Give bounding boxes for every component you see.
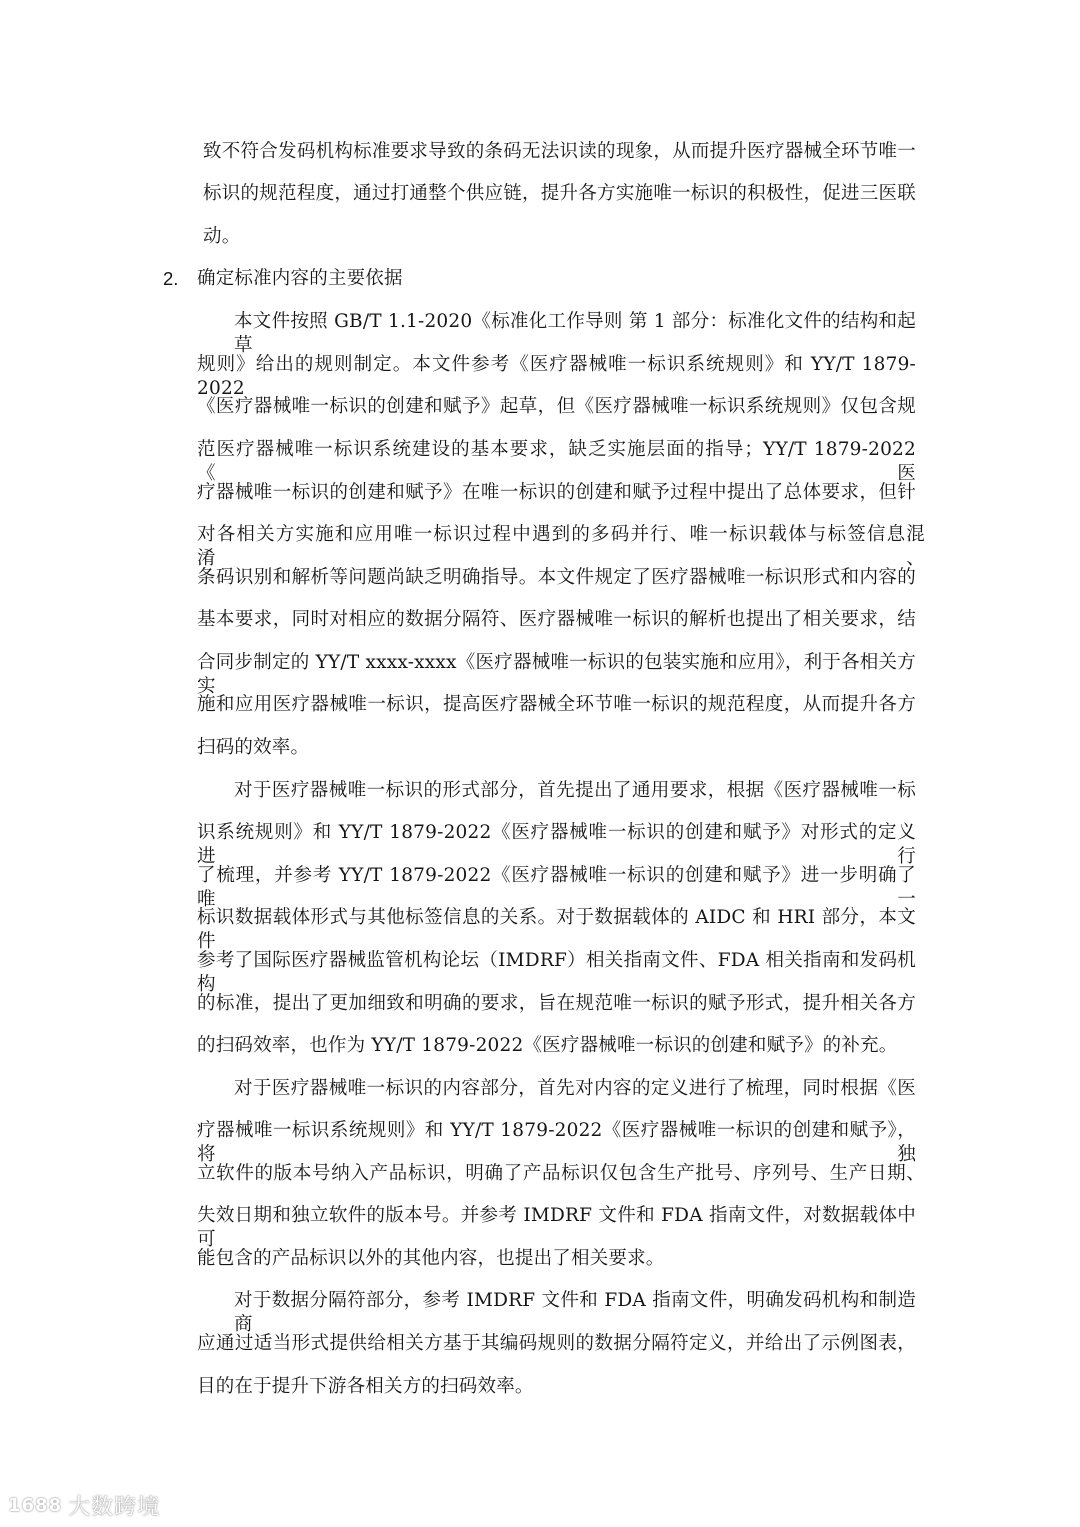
p2-line-2: 识系统规则》和 YY/T 1879-2022《医疗器械唯一标识的创建和赋予》对形式的定义进行: [197, 822, 916, 867]
section-number: 2.: [163, 268, 179, 289]
intro-line-3: 动。: [203, 226, 241, 247]
p2-line-5: 参考了国际医疗器械监管机构论坛（IMDRF）相关指南文件、FDA 相关指南和发码机构: [197, 950, 916, 995]
p2-line-3: 了梳理，并参考 YY/T 1879-2022《医疗器械唯一标识的创建和赋予》进一步明确了唯一: [197, 865, 916, 910]
p2-line-7: 的扫码效率，也作为 YY/T 1879-2022《医疗器械唯一标识的创建和赋予》的补充。: [197, 1035, 898, 1056]
p3-line-3: 立软件的版本号纳入产品标识，明确了产品标识仅包含生产批号、序列号、生产日期、: [197, 1163, 925, 1184]
p1-line-3: 《医疗器械唯一标识的创建和赋予》起草，但《医疗器械唯一标识系统规则》仅包含规: [197, 396, 916, 417]
p3-line-5: 能包含的产品标识以外的其他内容，也提出了相关要求。: [197, 1248, 665, 1269]
p3-line-2: 疗器械唯一标识系统规则》和 YY/T 1879-2022《医疗器械唯一标识的创建和赋予》，将独: [197, 1120, 916, 1165]
p1-line-4: 范医疗器械唯一标识系统建设的基本要求，缺乏实施层面的指导；YY/T 1879-2022《医: [197, 439, 916, 484]
p3-line-1: 对于医疗器械唯一标识的内容部分，首先对内容的定义进行了梳理，同时根据《医: [234, 1078, 916, 1099]
p1-line-6: 对各相关方实施和应用唯一标识过程中遇到的多码并行、唯一标识载体与标签信息混淆、: [197, 524, 925, 569]
p1-line-10: 施和应用医疗器械唯一标识，提高医疗器械全环节唯一标识的规范程度，从而提升各方: [197, 694, 916, 715]
section-title: 确定标准内容的主要依据: [197, 268, 403, 289]
intro-line-1: 致不符合发码机构标准要求导致的条码无法识读的现象，从而提升医疗器械全环节唯一: [203, 141, 916, 162]
p1-line-7: 条码识别和解析等问题尚缺乏明确指导。本文件规定了医疗器械唯一标识形式和内容的: [197, 567, 916, 588]
p1-line-8: 基本要求，同时对相应的数据分隔符、医疗器械唯一标识的解析也提出了相关要求，结: [197, 609, 916, 630]
intro-line-2: 标识的规范程度，通过打通整个供应链，提升各方实施唯一标识的积极性，促进三医联: [203, 183, 916, 204]
p2-line-6: 的标准，提出了更加细致和明确的要求，旨在规范唯一标识的赋予形式，提升相关各方: [197, 993, 916, 1014]
p1-line-2: 规则》给出的规则制定。本文件参考《医疗器械唯一标识系统规则》和 YY/T 1879-2022: [197, 354, 916, 399]
watermark-text: 大数跨境: [68, 1495, 161, 1520]
p1-line-9: 合同步制定的 YY/T xxxx-xxxx《医疗器械唯一标识的包装实施和应用》，利于各相关方实: [197, 652, 916, 697]
p4-line-2: 应通过适当形式提供给相关方基于其编码规则的数据分隔符定义，并给出了示例图表，: [197, 1333, 916, 1354]
p1-line-5: 疗器械唯一标识的创建和赋予》在唯一标识的创建和赋予过程中提出了总体要求，但针: [197, 482, 916, 503]
p4-line-1: 对于数据分隔符部分，参考 IMDRF 文件和 FDA 指南文件，明确发码机构和制造商: [234, 1290, 916, 1335]
p1-line-1: 本文件按照 GB/T 1.1-2020《标准化工作导则 第 1 部分：标准化文件的结构和起草: [234, 311, 916, 356]
p3-line-4: 失效日期和独立软件的版本号。并参考 IMDRF 文件和 FDA 指南文件，对数据载体中可: [197, 1205, 916, 1250]
p2-line-1: 对于医疗器械唯一标识的形式部分，首先提出了通用要求，根据《医疗器械唯一标: [234, 780, 916, 801]
p2-line-4: 标识数据载体形式与其他标签信息的关系。对于数据载体的 AIDC 和 HRI 部分，本文件: [197, 907, 916, 952]
p4-line-3: 目的在于提升下游各相关方的扫码效率。: [197, 1376, 534, 1397]
watermark-logo-icon: 1688: [8, 1495, 63, 1516]
watermark: [8, 1490, 160, 1521]
p1-line-11: 扫码的效率。: [197, 737, 310, 758]
